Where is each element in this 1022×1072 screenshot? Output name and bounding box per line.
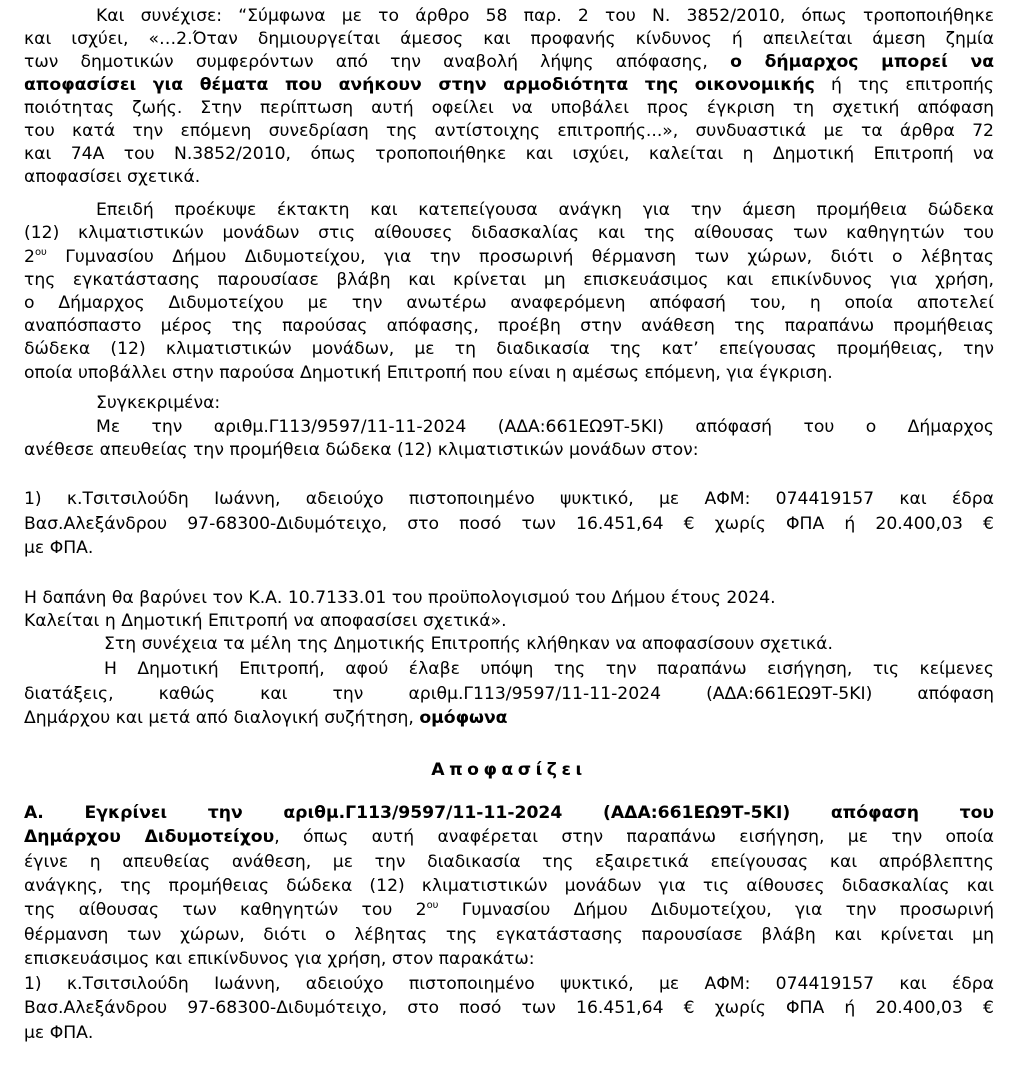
p1-line-8: αποφασίσει σχετικά. [24, 167, 201, 187]
p2-line-2: (12) κλιματιστικών μονάδων στις αίθουσες διδασκαλίας και της αίθουσας των καθηγητών του [24, 223, 994, 243]
decision-line-9: Βασ.Αλεξάνδρου 97-68300-Διδυμότειχο, στο ποσό των 16.451,64 € χωρίς ΦΠΑ ή 20.400,03 € [24, 998, 994, 1018]
decision-ordinal-number: 2 [415, 900, 427, 920]
decision-line-5-pre: της αίθουσας των καθηγητών του [24, 900, 393, 920]
p4-line-1: Η δαπάνη θα βαρύνει τον Κ.Α. 10.7133.01 του προϋπολογισμού του Δήμου έτους 2024. [24, 588, 776, 608]
p1-line-7: και 74Α του Ν.3852/2010, όπως τροποποιήθηκε και ισχύει, καλείται η Δημοτική Επιτροπή να [24, 144, 994, 164]
decision-line-4: ανάγκης, της προμήθειας δώδεκα (12) κλιματιστικών μονάδων για τις αίθουσες διδασκαλίας και [24, 876, 994, 896]
p1-line-2: και ισχύει, «…2.Όταν δημιουργείται άμεσος και προφανής κίνδυνος ή απειλείται άμεση ζημία [24, 29, 994, 49]
p4-line-3: Στη συνέχεια τα μέλη της Δημοτικής Επιτροπής κλήθηκαν να αποφασίσουν σχετικά. [104, 634, 833, 654]
p2-line-3-text: Γυμνασίου Δήμου Διδυμοτείχου, για την προσωρινή θέρμανση των χώρων, διότι ο λέβητας [46, 247, 994, 267]
p2-ordinal-number: 2 [24, 247, 35, 267]
decision-line-6: θέρμανση των χώρων, διότι ο λέβητας της εγκατάστασης παρουσίασε βλάβη και κρίνεται μη [24, 925, 994, 945]
p1-line-4-text: ή της επιτροπής [830, 75, 994, 95]
p4-line-6-bold: ομόφωνα [419, 708, 508, 728]
p1-line-1: Και συνέχισε: “Σύμφωνα με το άρθρο 58 παρ. 2 του Ν. 3852/2010, όπως τροποποιήθηκε [96, 6, 994, 26]
p1-line-4-bold: αποφασίσει για θέματα που ανήκουν στην αρμοδιότητα της οικονομικής [24, 75, 815, 95]
item1-line-1: 1) κ.Τσιτσιλούδη Ιωάννη, αδειούχο πιστοποιημένο ψυκτικό, με ΑΦΜ: 074419157 και έδρα [24, 489, 994, 509]
p4-line-6-text: Δημάρχου και μετά από διαλογική συζήτηση, [24, 708, 414, 728]
p1-line-5: ποιότητας ζωής. Στην περίπτωση αυτή οφείλει να υποβάλει προς έγκριση τη σχετική απόφαση [24, 98, 994, 118]
p2-line-3 [24, 246, 994, 268]
decision-heading: Αποφασίζει [431, 760, 587, 780]
decision-line-2-text: , όπως αυτή αναφέρεται στην παραπάνω εισήγηση, με την οποία [274, 827, 994, 847]
p2-line-4: της εγκατάστασης παρουσίασε βλάβη και κρίνεται μη επισκευάσιμος και επικίνδυνος για χρήση, [24, 270, 994, 290]
item1-line-3: με ΦΠΑ. [24, 538, 94, 558]
p3-line-3: ανέθεσε απευθείας την προμήθεια δώδεκα (12) κλιματιστικών μονάδων στον: [24, 440, 699, 460]
decision-line-2 [24, 826, 994, 848]
p4-line-6 [24, 707, 994, 729]
p2-line-1: Επειδή προέκυψε έκτακτη και κατεπείγουσα ανάγκη για την άμεση προμήθεια δώδεκα [96, 200, 994, 220]
decision-line-7: επισκευάσιμος και επικίνδυνος για χρήση, στον παρακάτω: [24, 949, 535, 969]
decision-line-2-bold: Δημάρχου Διδυμοτείχου [24, 827, 275, 847]
p2-line-7: δώδεκα (12) κλιματιστικών μονάδων, με τη διαδικασία της κατ’ επείγουσας προμήθειας, την [24, 339, 994, 359]
decision-ordinal-suffix: ου [426, 900, 439, 911]
p2-line-5: ο Δήμαρχος Διδυμοτείχου με την ανωτέρω αναφερόμενη απόφασή του, η οποία αποτελεί [24, 293, 994, 313]
decision-line-8: 1) κ.Τσιτσιλούδη Ιωάννη, αδειούχο πιστοποιημένο ψυκτικό, με ΑΦΜ: 074419157 και έδρα [24, 974, 994, 994]
decision-line-5-ordinal [416, 900, 439, 920]
p4-line-4: Η Δημοτική Επιτροπή, αφού έλαβε υπόψη της την παραπάνω εισήγηση, τις κείμενες [104, 659, 994, 679]
p4-line-2: Καλείται η Δημοτική Επιτροπή να αποφασίσει σχετικά». [24, 611, 507, 631]
p4-line-5: διατάξεις, καθώς και την αριθμ.Γ113/9597/11-11-2024 (ΑΔΑ:661ΕΩ9Τ-5ΚΙ) απόφαση [24, 684, 994, 704]
p2-line-3-ordinal [24, 247, 47, 267]
decision-line-5 [24, 899, 994, 921]
p2-ordinal-suffix: ου [34, 247, 47, 258]
p3-line-2: Με την αριθμ.Γ113/9597/11-11-2024 (ΑΔΑ:661ΕΩ9Τ-5ΚΙ) απόφασή του ο Δήμαρχος [96, 417, 994, 437]
p2-line-8: οποία υποβάλλει στην παρούσα Δημοτική Επιτροπή που είναι η αμέσως επόμενη, για έγκριση. [24, 363, 833, 383]
p2-line-6: αναπόσπαστο μέρος της παρούσας απόφασης, προέβη στην ανάθεση της παραπάνω προμήθειας [24, 316, 994, 336]
p3-line-1: Συγκεκριμένα: [96, 393, 221, 413]
p1-line-4 [24, 74, 994, 96]
decision-line-1: Α. Εγκρίνει την αριθμ.Γ113/9597/11-11-2024 (ΑΔΑ:661ΕΩ9Τ-5ΚΙ) απόφαση του [24, 803, 994, 823]
decision-line-3: έγινε η απευθείας ανάθεση, με την διαδικασία της εξαιρετικά επείγουσας και απρόβλεπτης [24, 852, 994, 872]
decision-line-10: με ΦΠΑ. [24, 1023, 94, 1043]
p1-line-3-bold: ο δήμαρχος μπορεί να [730, 52, 995, 72]
decision-line-5-rest: Γυμνασίου Δήμου Διδυμοτείχου, για την προσωρινή [461, 900, 995, 920]
p1-line-6: του κατά την επόμενη συνεδρίαση της αντίστοιχης επιτροπής...», συνδυαστικά με τα άρθρα 72 [24, 121, 994, 141]
p1-line-3-text: των δημοτικών συμφερόντων από την αναβολή λήψης απόφασης, [24, 52, 708, 72]
p1-line-3 [24, 51, 994, 73]
item1-line-2: Βασ.Αλεξάνδρου 97-68300-Διδυμότειχο, στο ποσό των 16.451,64 € χωρίς ΦΠΑ ή 20.400,03 € [24, 514, 994, 534]
